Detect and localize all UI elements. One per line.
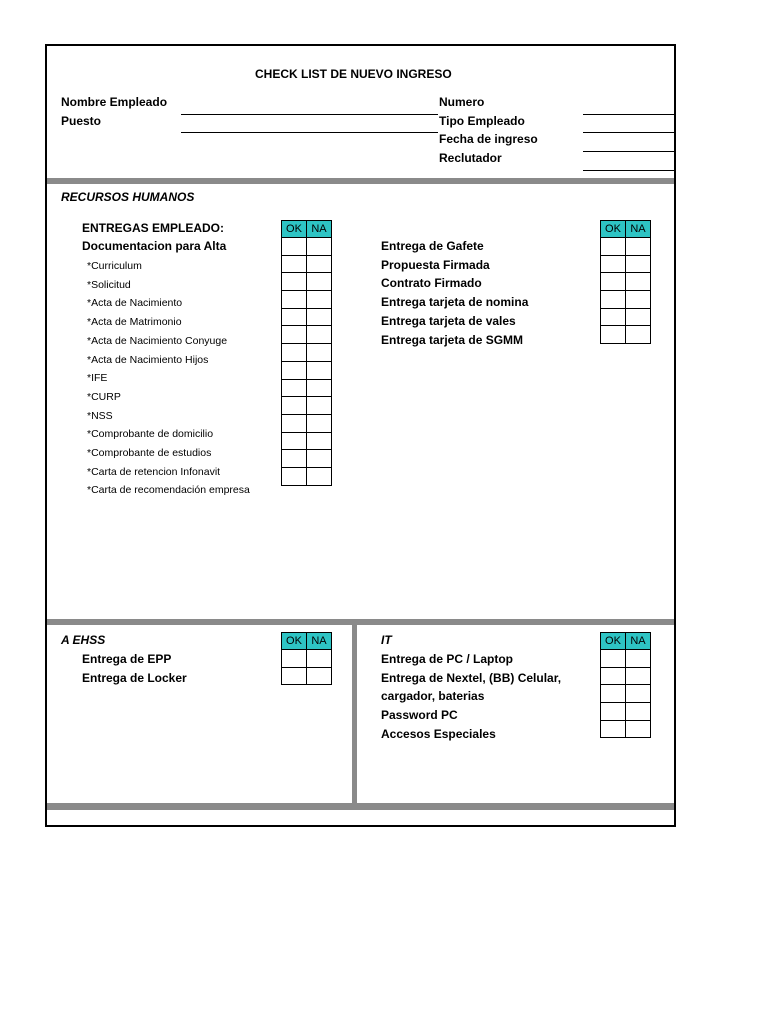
input-line-puesto[interactable] (181, 132, 438, 133)
it-list (381, 650, 561, 744)
ok-checkbox[interactable] (282, 397, 307, 415)
list-item: Entrega de PC / Laptop (381, 652, 514, 666)
list-item: Entrega de EPP (82, 652, 172, 666)
na-checkbox[interactable] (307, 344, 332, 362)
list-item: *Curriculum (87, 260, 142, 272)
list-item: Entrega tarjeta de vales (381, 313, 516, 328)
checkbox-table-rh-docs (281, 220, 332, 486)
field-label-tipo-empleado: Tipo Empleado (439, 114, 525, 128)
ok-header: OK (601, 633, 626, 650)
na-checkbox[interactable] (307, 238, 332, 256)
list-item: Entrega de Locker (82, 670, 187, 685)
ok-checkbox[interactable] (282, 467, 307, 485)
ok-checkbox[interactable] (601, 238, 626, 256)
ok-checkbox[interactable] (282, 414, 307, 432)
list-item: Contrato Firmado (381, 276, 482, 291)
section-divider (47, 619, 674, 625)
na-header: NA (307, 633, 332, 650)
ok-checkbox[interactable] (601, 273, 626, 291)
na-checkbox[interactable] (307, 273, 332, 291)
na-checkbox[interactable] (626, 273, 651, 291)
na-checkbox[interactable] (626, 308, 651, 326)
field-label-fecha-ingreso: Fecha de ingreso (439, 132, 538, 146)
list-item: *Acta de Nacimiento Hijos (87, 353, 209, 366)
ok-checkbox[interactable] (601, 255, 626, 273)
doc-title: Documentacion para Alta (82, 239, 227, 253)
ok-checkbox[interactable] (601, 720, 626, 738)
list-item: Accesos Especiales (381, 726, 496, 741)
list-item: *Solicitud (87, 278, 131, 291)
section-divider (47, 178, 674, 184)
rh-right-list (381, 237, 528, 349)
ok-checkbox[interactable] (282, 238, 307, 256)
list-item: cargador, baterias (381, 689, 485, 704)
na-checkbox[interactable] (307, 255, 332, 273)
input-line-fecha-ingreso[interactable] (583, 151, 675, 152)
ok-checkbox[interactable] (601, 703, 626, 721)
ok-checkbox[interactable] (282, 379, 307, 397)
ok-checkbox[interactable] (282, 667, 307, 685)
na-checkbox[interactable] (626, 238, 651, 256)
list-item: *Comprobante de estudios (87, 447, 212, 460)
list-item: *IFE (87, 372, 108, 385)
input-line-nombre-empleado[interactable] (181, 114, 438, 115)
list-item: *Acta de Matrimonio (87, 316, 182, 329)
field-label-nombre-empleado: Nombre Empleado (61, 95, 168, 109)
ok-checkbox[interactable] (282, 344, 307, 362)
na-header: NA (307, 221, 332, 238)
na-header: NA (626, 221, 651, 238)
input-line-tipo-empleado[interactable] (583, 132, 675, 133)
na-checkbox[interactable] (626, 667, 651, 685)
ok-checkbox[interactable] (282, 308, 307, 326)
form-title: CHECK LIST DE NUEVO INGRESO (255, 67, 452, 81)
ok-header: OK (282, 633, 307, 650)
na-checkbox[interactable] (626, 685, 651, 703)
input-line-reclutador[interactable] (583, 170, 675, 171)
section-divider (47, 803, 674, 810)
ok-checkbox[interactable] (282, 450, 307, 468)
ok-checkbox[interactable] (601, 650, 626, 668)
list-item: Entrega de Gafete (381, 239, 484, 253)
na-checkbox[interactable] (626, 255, 651, 273)
entregas-heading: ENTREGAS EMPLEADO: (82, 221, 225, 235)
ok-checkbox[interactable] (282, 432, 307, 450)
ok-checkbox[interactable] (601, 326, 626, 344)
list-item: *Acta de Nacimiento Conyuge (87, 334, 228, 347)
list-item: Propuesta Firmada (381, 257, 490, 272)
na-checkbox[interactable] (626, 650, 651, 668)
field-label-numero: Numero (439, 95, 485, 109)
na-checkbox[interactable] (307, 291, 332, 309)
na-checkbox[interactable] (307, 326, 332, 344)
ok-checkbox[interactable] (601, 685, 626, 703)
na-checkbox[interactable] (307, 650, 332, 668)
ok-checkbox[interactable] (282, 273, 307, 291)
na-checkbox[interactable] (307, 467, 332, 485)
na-checkbox[interactable] (307, 450, 332, 468)
checkbox-table-rh-right (600, 220, 651, 344)
na-checkbox[interactable] (307, 432, 332, 450)
checkbox-table-ehss (281, 632, 332, 685)
ok-checkbox[interactable] (282, 291, 307, 309)
column-divider (352, 625, 357, 803)
na-checkbox[interactable] (626, 291, 651, 309)
na-checkbox[interactable] (307, 397, 332, 415)
list-item: *Carta de recomendación empresa (87, 484, 250, 497)
list-item: Password PC (381, 708, 458, 723)
ok-checkbox[interactable] (282, 361, 307, 379)
na-checkbox[interactable] (307, 361, 332, 379)
list-item: *Acta de Nacimiento (87, 297, 183, 310)
ok-checkbox[interactable] (282, 326, 307, 344)
na-checkbox[interactable] (626, 720, 651, 738)
list-item: *NSS (87, 409, 113, 422)
list-item: Entrega tarjeta de nomina (381, 295, 529, 310)
na-checkbox[interactable] (626, 703, 651, 721)
ok-checkbox[interactable] (601, 291, 626, 309)
section-title-ehss: A EHSS (61, 633, 106, 647)
list-item: Entrega tarjeta de SGMM (381, 332, 524, 347)
ok-checkbox[interactable] (282, 650, 307, 668)
ok-checkbox[interactable] (282, 255, 307, 273)
ok-checkbox[interactable] (601, 667, 626, 685)
section-title-it: IT (381, 633, 392, 647)
list-item: *Comprobante de domicilio (87, 428, 214, 441)
na-checkbox[interactable] (307, 414, 332, 432)
docs-list (87, 257, 250, 500)
input-line-numero[interactable] (583, 114, 675, 115)
na-checkbox[interactable] (307, 667, 332, 685)
field-label-reclutador: Reclutador (439, 151, 502, 165)
ok-header: OK (601, 221, 626, 238)
section-title-rh: RECURSOS HUMANOS (61, 190, 195, 204)
ehss-list (82, 650, 187, 687)
list-item: *Carta de retencion Infonavit (87, 465, 221, 478)
field-label-puesto: Puesto (61, 114, 102, 128)
ok-checkbox[interactable] (601, 308, 626, 326)
ok-header: OK (282, 221, 307, 238)
na-checkbox[interactable] (626, 326, 651, 344)
na-checkbox[interactable] (307, 308, 332, 326)
list-item: Entrega de Nextel, (BB) Celular, (381, 670, 562, 685)
list-item: *CURP (87, 390, 121, 403)
na-header: NA (626, 633, 651, 650)
checkbox-table-it (600, 632, 651, 738)
na-checkbox[interactable] (307, 379, 332, 397)
